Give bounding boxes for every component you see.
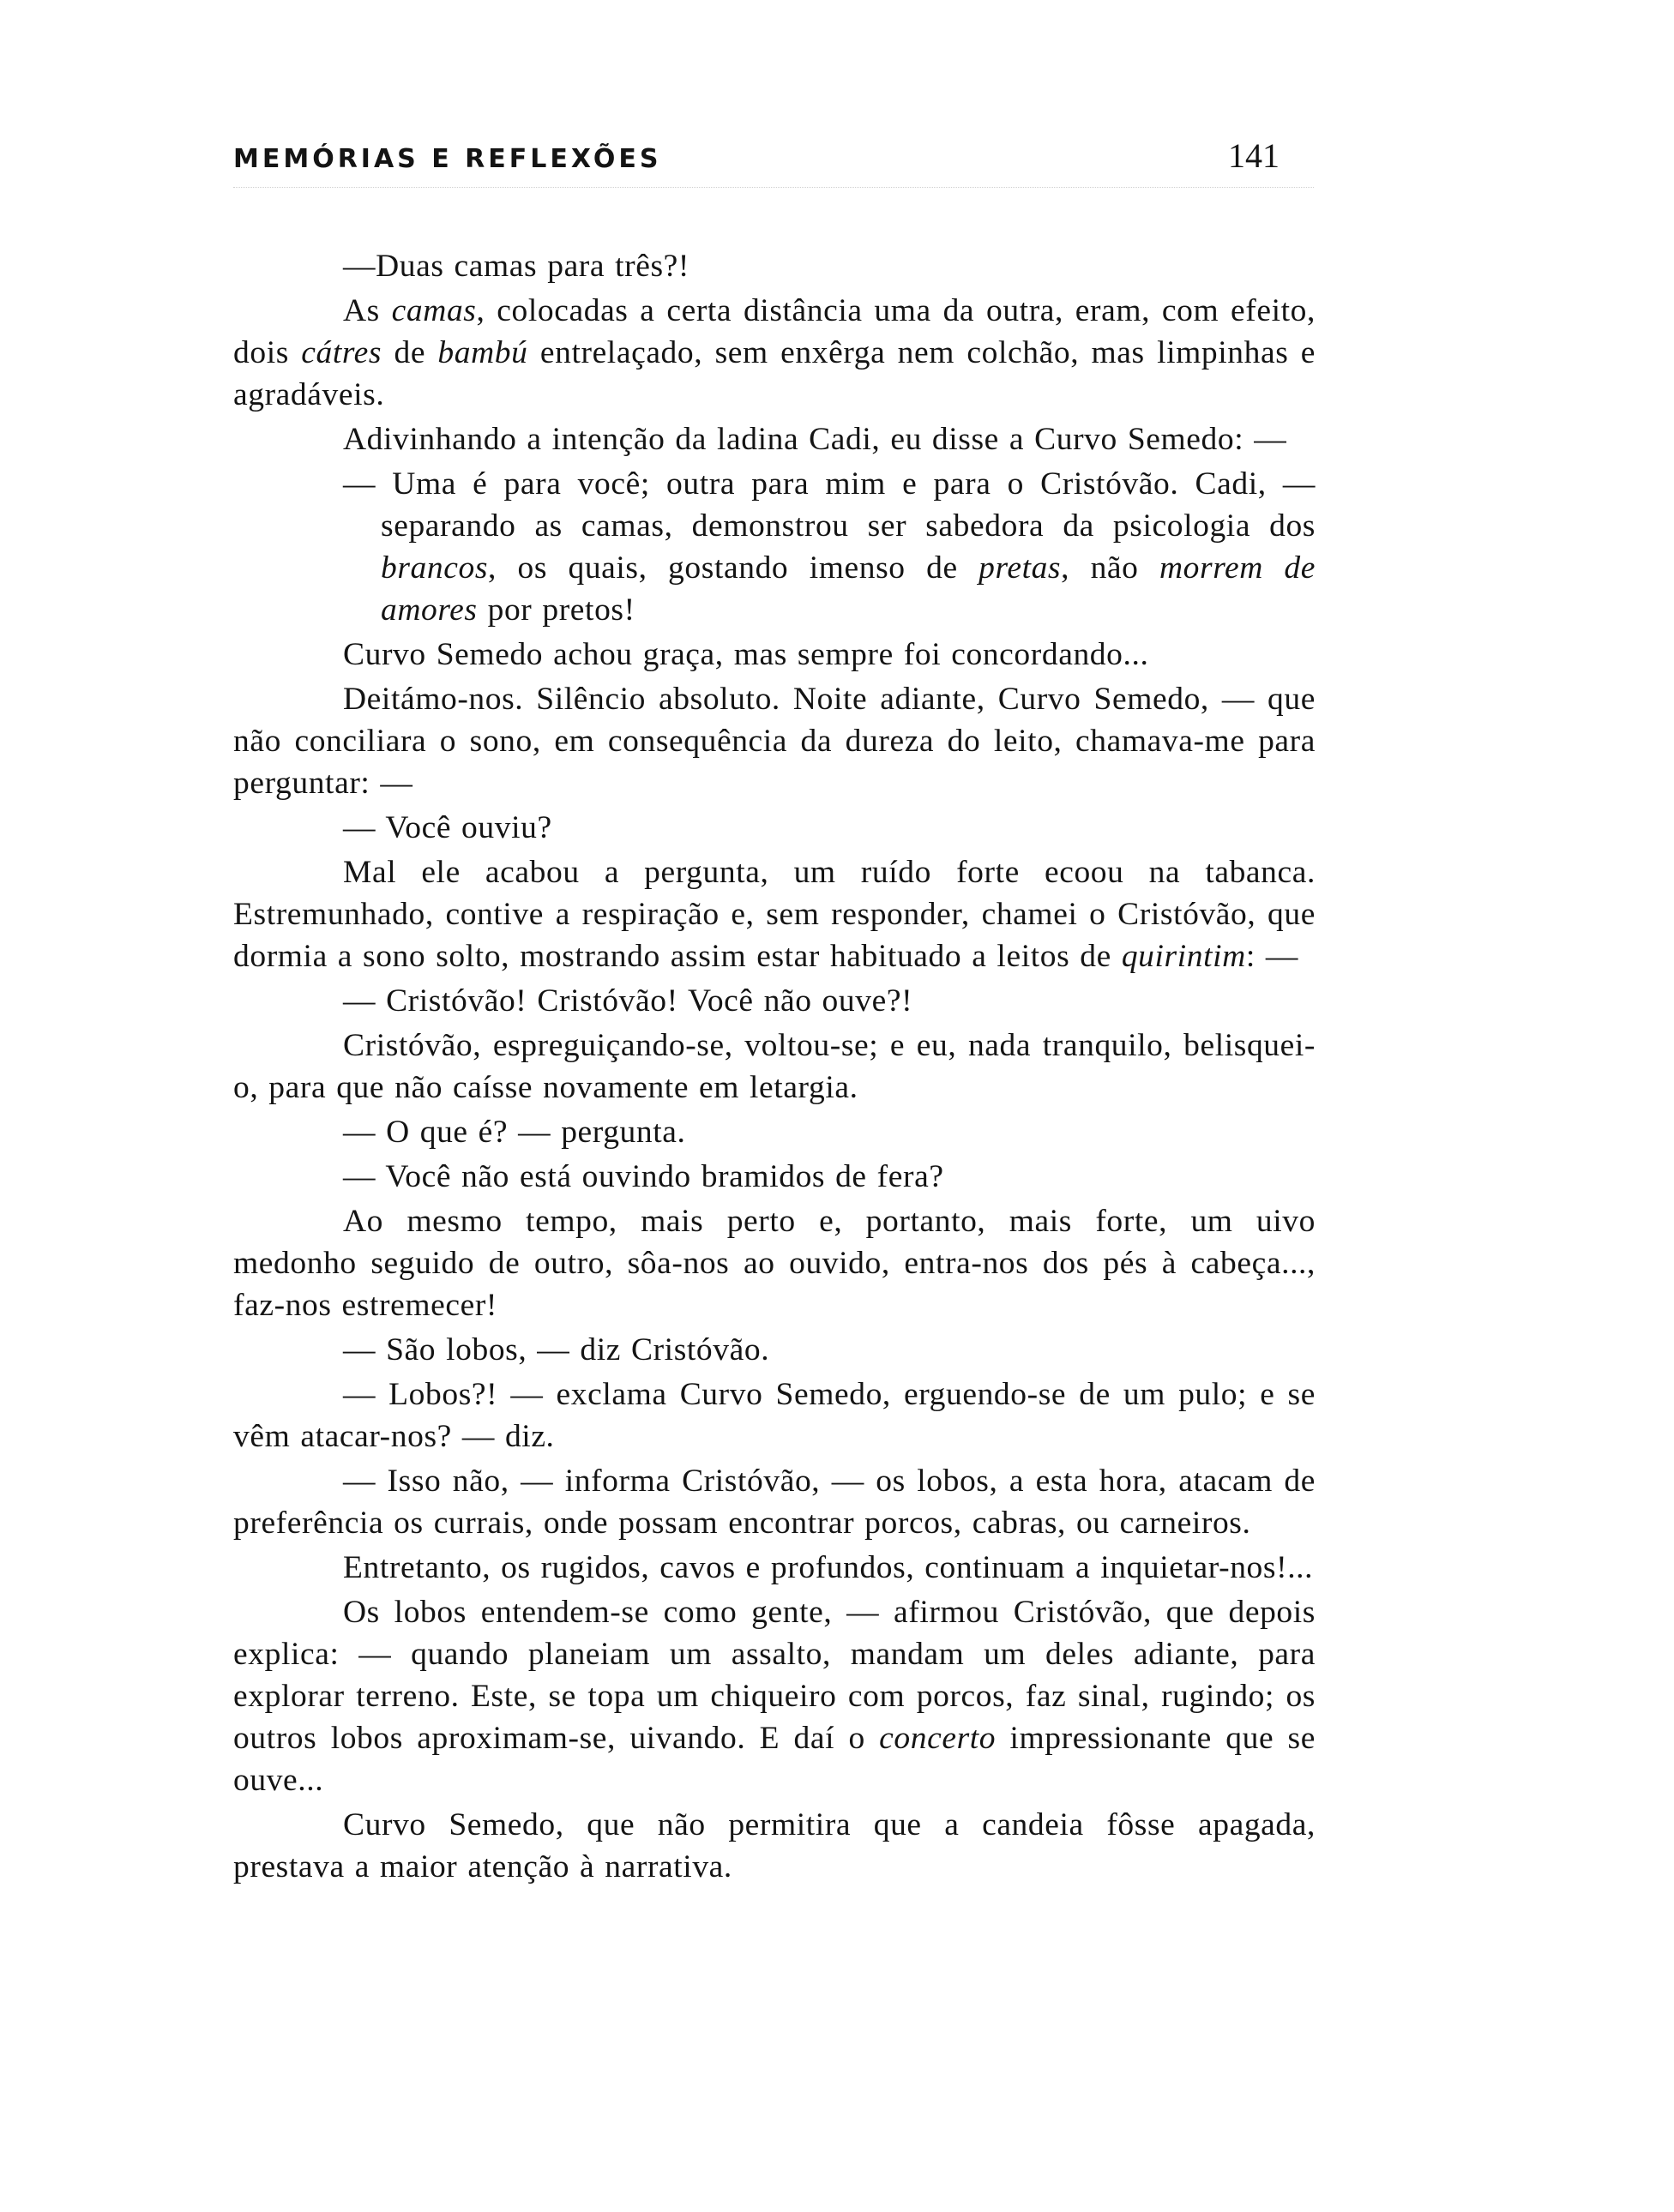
paragraph: Ao mesmo tempo, mais perto e, portanto, mais forte, um uivo medonho seguido de outro, sôa-nos ao ouvido, entra-nos dos pés à cabeça..., faz-nos estremecer!	[233, 1204, 1316, 1323]
paragraph: — Lobos?! — exclama Curvo Semedo, erguendo-se de um pulo; e se vêm atacar-nos? — diz.	[233, 1377, 1316, 1454]
paragraph: — Cristóvão! Cristóvão! Você não ouve?!	[343, 983, 913, 1019]
paragraph: Entretanto, os rugidos, cavos e profundos, continuam a inquietar-nos!...	[343, 1550, 1314, 1585]
paragraph: Os lobos entendem-se como gente, — afirmou Cristóvão, que depois explica: — quando planeiam um assalto, mandam um deles adiante, para explorar terreno. Este, se topa um chiqueiro com porcos, faz sinal, rugindo; os outros lobos aproximam-se, uivando. E daí o concerto impressionante que se ouve...	[233, 1595, 1316, 1798]
paragraph: Curvo Semedo, que não permitira que a candeia fôsse apagada, prestava a maior atenção à narrativa.	[233, 1807, 1316, 1884]
paragraph: — Isso não, — informa Cristóvão, — os lobos, a esta hora, atacam de preferência os currais, onde possam encontrar porcos, cabras, ou carneiros.	[233, 1464, 1316, 1541]
paragraph: — São lobos, — diz Cristóvão.	[343, 1332, 770, 1367]
paragraph: Adivinhando a intenção da ladina Cadi, eu disse a Curvo Semedo: —	[343, 422, 1287, 457]
paragraph: — O que é? — pergunta.	[343, 1115, 686, 1150]
paragraph: Cristóvão, espreguiçando-se, voltou-se; e eu, nada tranquilo, belisquei-o, para que não caísse novamente em letargia.	[233, 1028, 1316, 1105]
paragraph: — Você não está ouvindo bramidos de fera?	[343, 1159, 944, 1194]
paragraph-quote-block: — Uma é para você; outra para mim e para o Cristóvão. Cadi, — separando as camas, demonstrou ser sabedora da psicologia dos brancos, os quais, gostando imenso de pretas, não morrem de amores por pretos!	[343, 466, 1316, 628]
header-rule	[233, 187, 1314, 189]
paragraph: Curvo Semedo achou graça, mas sempre foi concordando...	[343, 637, 1149, 672]
paragraph: Mal ele acabou a pergunta, um ruído forte ecoou na tabanca. Estremunhado, contive a respiração e, sem responder, chamei o Cristóvão, que dormia a sono solto, mostrando assim estar habituado a leitos de quirintim: —	[233, 855, 1316, 974]
paragraph: As camas, colocadas a certa distância uma da outra, eram, com efeito, dois cátres de bambú entrelaçado, sem enxêrga nem colchão, mas limpinhas e agradáveis.	[233, 293, 1316, 412]
paragraph: —Duas camas para três?!	[343, 249, 689, 284]
paragraph: Deitámo-nos. Silêncio absoluto. Noite adiante, Curvo Semedo, — que não conciliara o sono, em consequência da dureza do leito, chamava-me para perguntar: —	[233, 682, 1316, 801]
body-text	[233, 245, 1316, 1890]
running-title: MEMÓRIAS E REFLEXÕES	[233, 144, 662, 174]
page-number: 141	[1228, 136, 1280, 175]
paragraph: — Você ouviu?	[343, 810, 552, 845]
